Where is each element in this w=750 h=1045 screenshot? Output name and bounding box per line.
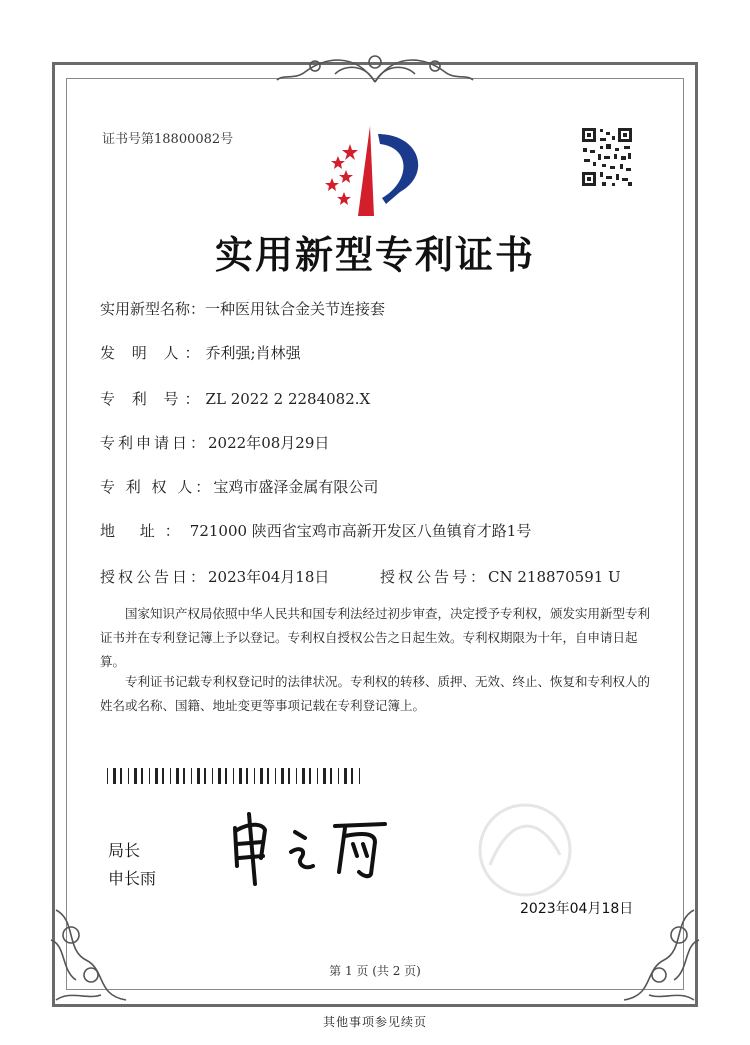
field-value: ZL 2022 2 2284082.X bbox=[205, 390, 371, 408]
qr-code-icon bbox=[580, 126, 634, 188]
field-label: 专 利 权 人： bbox=[100, 478, 214, 496]
field-value: 一种医用钛合金关节连接套 bbox=[205, 300, 386, 318]
field-value: CN 218870591 U bbox=[488, 568, 621, 586]
certificate-number: 证书号第18800082号 bbox=[102, 132, 234, 147]
barcode-icon bbox=[107, 768, 369, 784]
field-value: 2023年04月18日 bbox=[208, 568, 330, 586]
field-label: 发 明 人： bbox=[100, 344, 206, 362]
field-label: 地 址： bbox=[100, 522, 190, 540]
footer-note: 其他事项参见续页 bbox=[322, 1015, 427, 1029]
director-name: 申长雨 bbox=[108, 869, 157, 888]
field-announcement-date bbox=[100, 566, 329, 587]
certificate-title: 实用新型专利证书 bbox=[214, 233, 535, 277]
field-label: 实用新型名称： bbox=[100, 300, 206, 318]
top-ornament bbox=[275, 52, 475, 86]
field-patent-number bbox=[100, 388, 370, 409]
field-announcement-number bbox=[380, 566, 621, 587]
field-label: 授权公告号： bbox=[380, 568, 489, 586]
field-label: 专 利 号： bbox=[100, 390, 206, 408]
field-value: 2022年08月29日 bbox=[208, 434, 330, 452]
field-label: 专利申请日： bbox=[100, 434, 209, 452]
director-title: 局长 bbox=[108, 841, 141, 860]
field-application-date bbox=[100, 432, 329, 453]
issue-date: 2023年04月18日 bbox=[520, 901, 634, 917]
field-value: 721000 陕西省宝鸡市高新开发区八鱼镇育才路1号 bbox=[189, 522, 532, 540]
director-signature bbox=[225, 808, 395, 888]
watermark-seal bbox=[450, 795, 600, 905]
field-inventors bbox=[100, 342, 301, 363]
field-label: 授权公告日： bbox=[100, 568, 209, 586]
field-address bbox=[100, 520, 531, 541]
field-value: 宝鸡市盛泽金属有限公司 bbox=[213, 478, 379, 496]
cnipa-logo-icon bbox=[320, 124, 435, 219]
statement-paragraph-2: 专利证书记载专利权登记时的法律状况。专利权的转移、质押、无效、终止、恢复和专利权人的姓名或名称、国籍、地址变更等事项记载在专利登记簿上。 bbox=[100, 674, 651, 713]
statement-paragraph-1: 国家知识产权局依照中华人民共和国专利法经过初步审查，决定授予专利权，颁发实用新型专利证书并在专利登记簿上予以登记。专利权自授权公告之日起生效。专利权期限为十年，自申请日起算。 bbox=[100, 606, 651, 669]
field-patentee bbox=[100, 476, 378, 497]
field-value: 乔利强;肖林强 bbox=[205, 344, 301, 362]
field-utility-model-name bbox=[100, 298, 385, 319]
page-number: 第 1 页 (共 2 页) bbox=[329, 964, 421, 978]
corner-ornament-bottom-left bbox=[46, 900, 136, 1010]
